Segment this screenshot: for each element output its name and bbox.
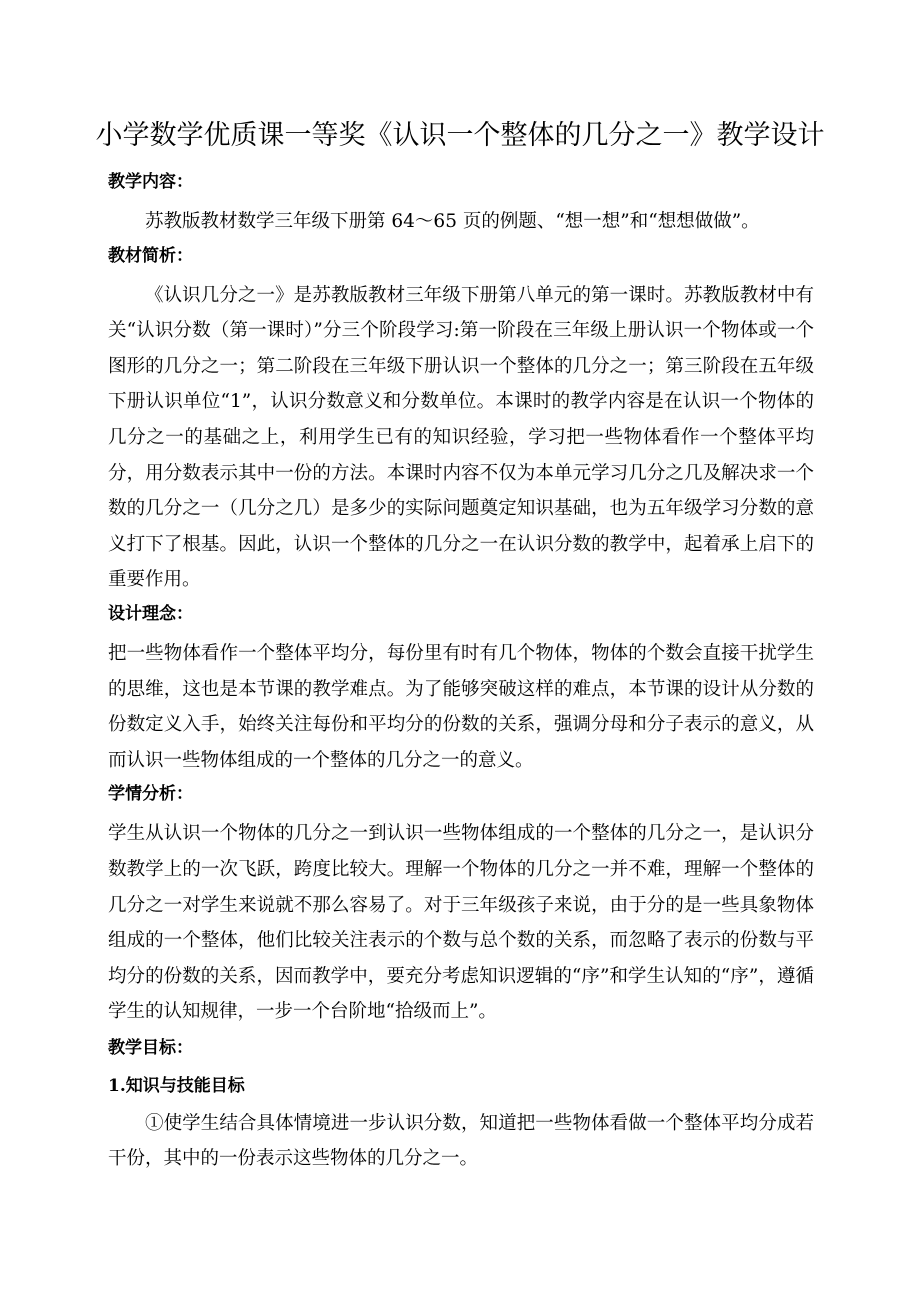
document-title: 小学数学优质课一等奖《认识一个整体的几分之一》教学设计 (95, 120, 825, 151)
objective-subheading-knowledge: 1.知识与技能目标 (108, 1075, 245, 1096)
section-text-analysis: 《认识几分之一》是苏教版教材三年级下册第八单元的第一课时。苏教版教材中有关“认识分数（第一课时）”分三个阶段学习:第一阶段在三年级上册认识一个物体或一个图形的几分之一；第二阶段在三年级下册认识一个整体的几分之一；第三阶段在五年级下册认识单位“1”，认识分数意义和分数单位。本课时的教学内容是在认识一个物体的几分之一的基础之上，利用学生已有的知识经验，学习把一些物体看作一个整体平均分，用分数表示其中一份的方法。本课时内容不仅为本单元学习几分之几及解决求一个数的几分之一（几分之几）是多少的实际问题奠定知识基础，也为五年级学习分数的意义打下了根基。因此，认识一个整体的几分之一在认识分数的教学中，起着承上启下的重要作用。 (108, 284, 814, 591)
section-heading-analysis: 教材简析： (108, 245, 193, 266)
section-text-concept: 把一些物体看作一个整体平均分，每份里有时有几个物体，物体的个数会直接干扰学生的思维，这也是本节课的教学难点。为了能够突破这样的难点，本节课的设计从分数的份数定义入手，始终关注每份和平均分的份数的关系，强调分母和分子表示的意义，从而认识一些物体组成的一个整体的几分之一的意义。 (108, 642, 814, 771)
section-heading-situation: 学情分析： (108, 784, 193, 805)
section-text-content: 苏教版教材数学三年级下册第 64～65 页的例题、“想一想”和“想想做做”。 (145, 211, 760, 232)
section-heading-content: 教学内容： (108, 172, 193, 192)
document-body (108, 168, 814, 1177)
objective-item-1: ①使学生结合具体情境进一步认识分数，知道把一些物体看做一个整体平均分成若干份，其中的一份表示这些物体的几分之一。 (108, 1112, 814, 1170)
section-heading-concept: 设计理念： (108, 603, 193, 624)
section-heading-objectives: 教学目标： (108, 1037, 193, 1058)
section-text-situation: 学生从认识一个物体的几分之一到认识一些物体组成的一个整体的几分之一，是认识分数教学上的一次飞跃，跨度比较大。理解一个物体的几分之一并不难，理解一个整体的几分之一对学生来说就不那么容易了。对于三年级孩子来说，由于分的是一些具象物体组成的一个整体，他们比较关注表示的个数与总个数的关系，而忽略了表示的份数与平均分的份数的关系，因而教学中，要充分考虑知识逻辑的“序”和学生认知的“序”，遵循学生的认知规律，一步一个台阶地“拾级而上”。 (108, 823, 814, 1023)
